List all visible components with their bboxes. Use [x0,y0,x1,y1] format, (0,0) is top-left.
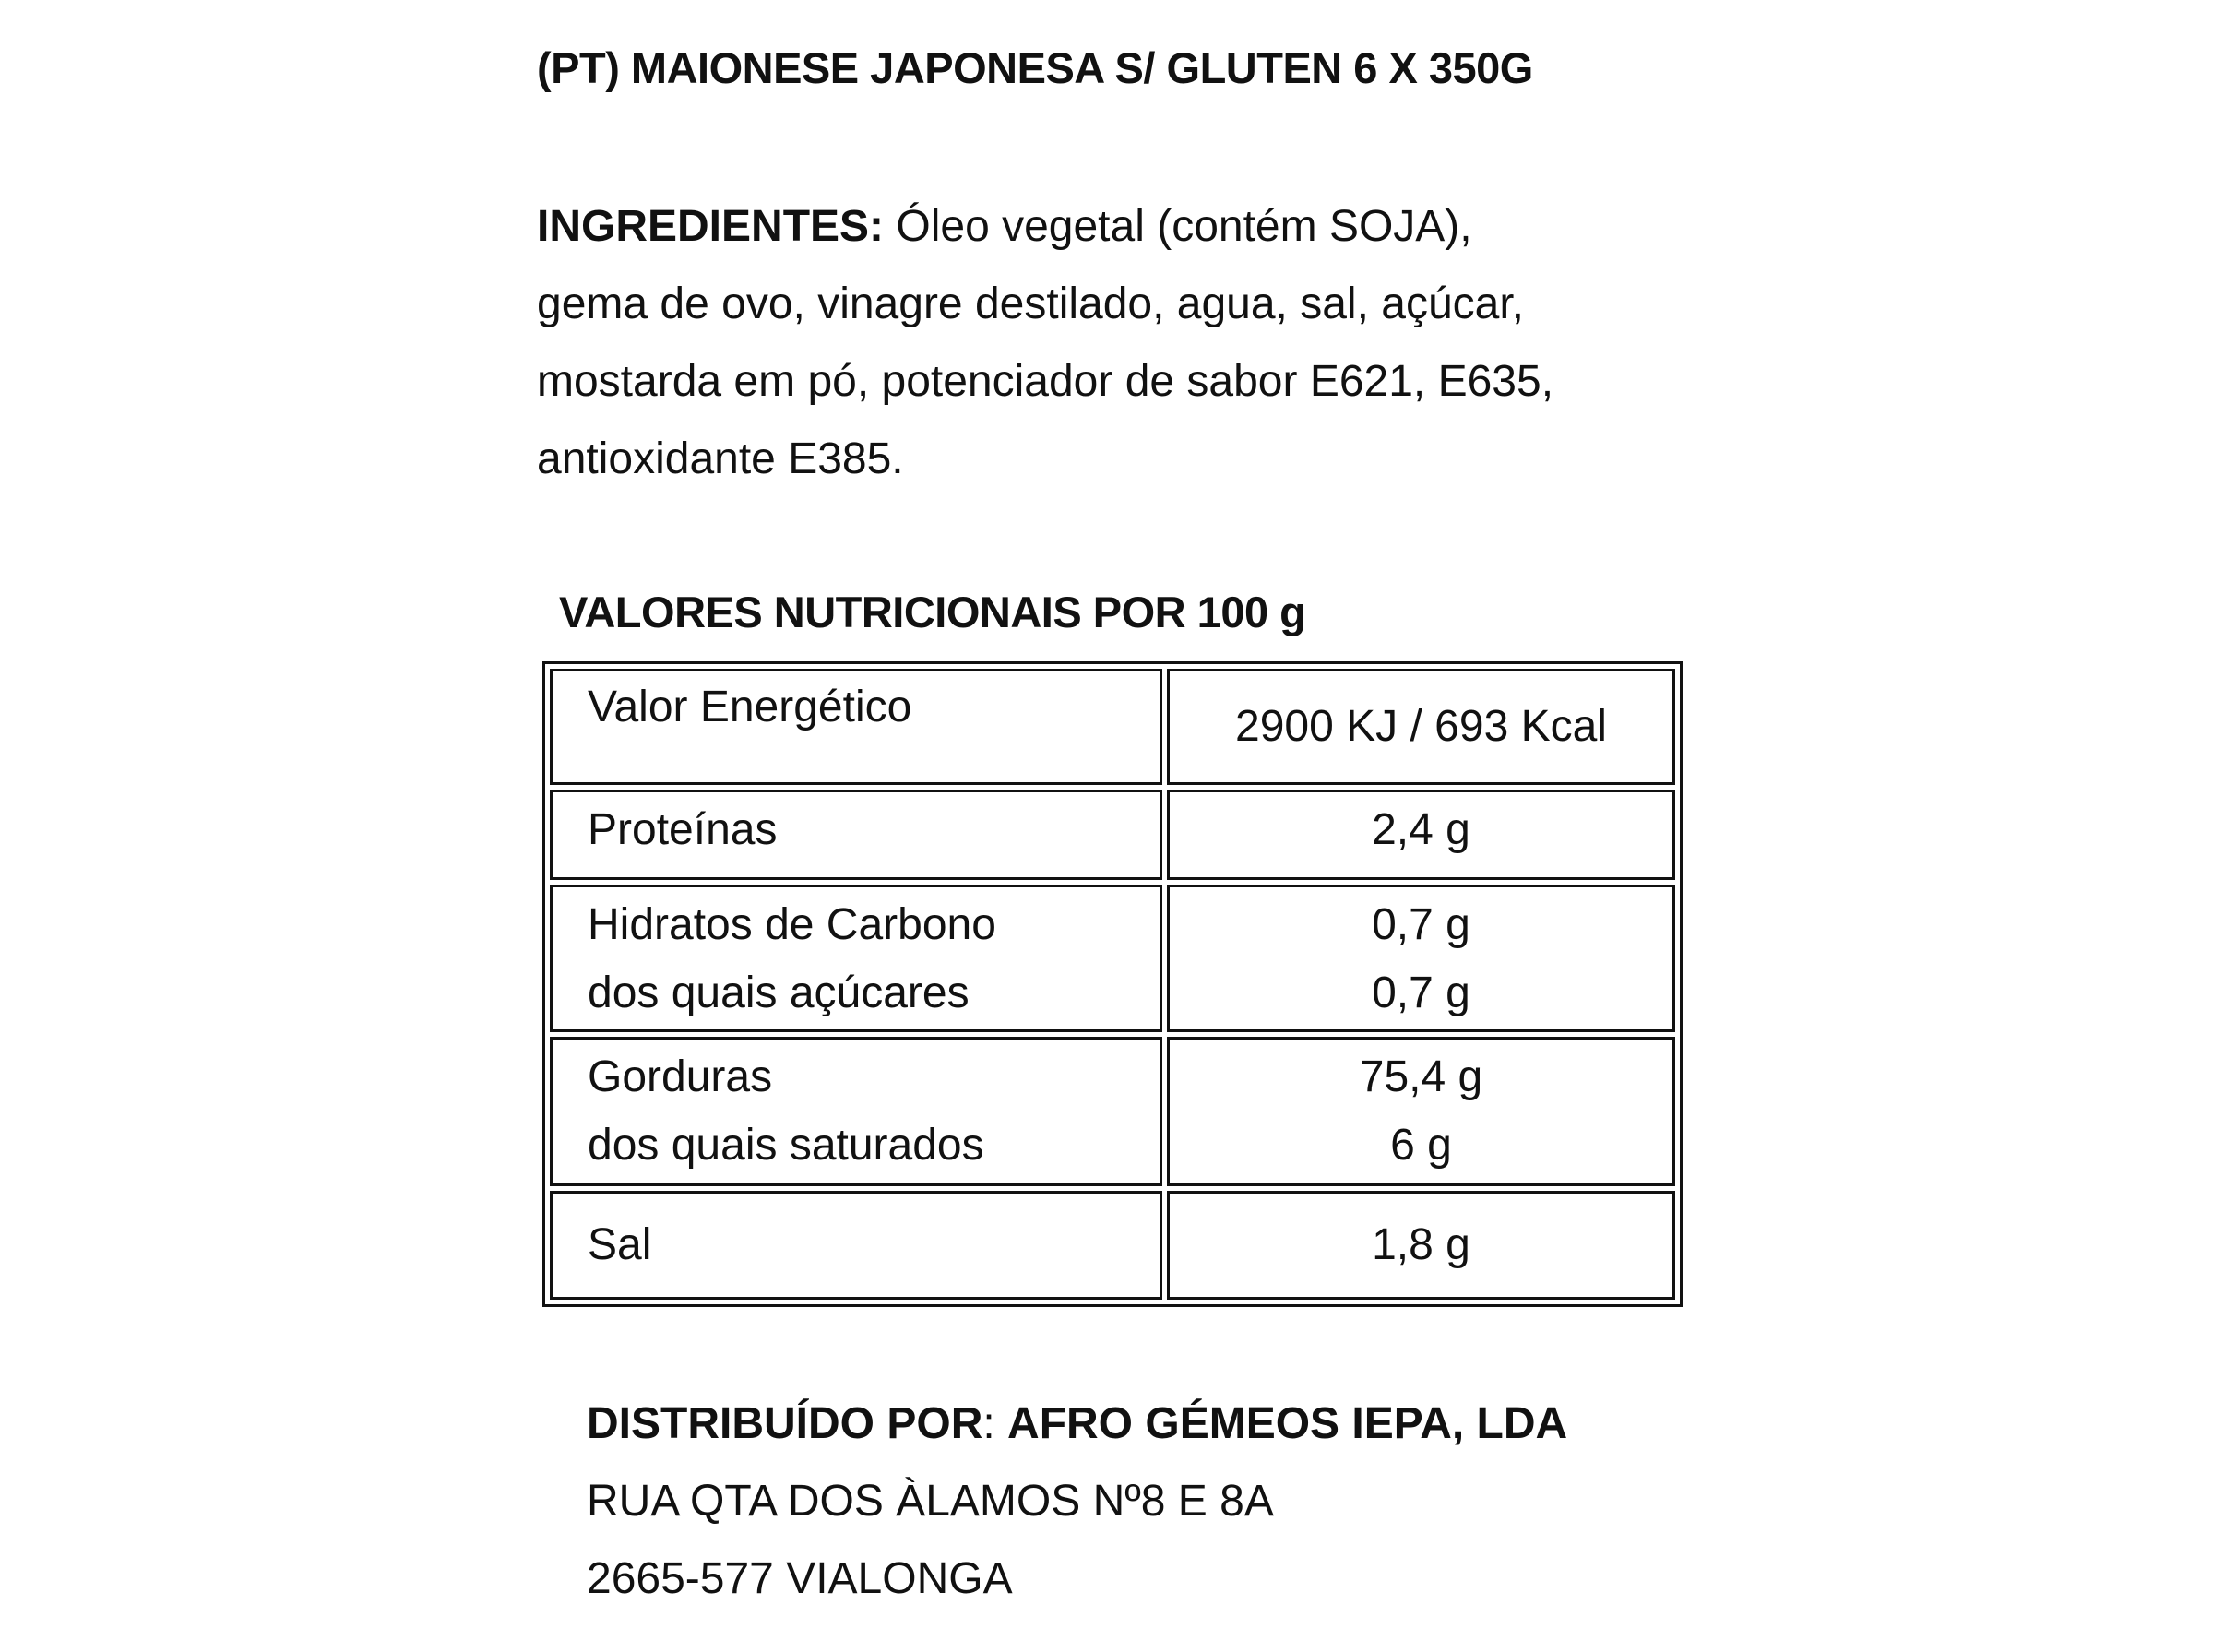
ingredients-text-1: Óleo vegetal (contém SOJA), [884,202,1472,251]
distributor-address-1: RUA QTA DOS ÀLAMOS Nº8 E 8A [587,1477,1274,1526]
nutrient-value-cell [1167,1037,1675,1186]
nutrient-subvalue: 0,7 g [1372,969,1470,1017]
ingredients-line-1 [537,188,1755,266]
table-row [550,885,1675,1032]
nutrient-name: Valor Energético [550,669,1162,785]
product-title: (PT) MAIONESE JAPONESA S/ GLUTEN 6 X 350G [537,43,1533,92]
table-row [550,1037,1675,1186]
nutrient-name: Gorduras [588,1052,773,1101]
nutrient-name: Hidratos de Carbono [588,900,996,949]
ingredients-heading: INGREDIENTES: [537,202,885,251]
nutrient-name: Sal [550,1191,1162,1300]
nutrient-name: Proteínas [550,790,1162,880]
table-row [550,669,1675,785]
distributor-line [587,1385,1567,1463]
distributor-company: AFRO GÉMEOS IEPA, LDA [1007,1399,1568,1448]
nutrient-name-cell [550,885,1162,1032]
nutrient-subvalue: 6 g [1390,1121,1452,1170]
nutrient-value: 75,4 g [1359,1052,1483,1101]
table-row [550,790,1675,880]
distributor-label: DISTRIBUÍDO POR [587,1399,983,1448]
nutrient-value-cell [1167,885,1675,1032]
nutrition-table [542,661,1683,1307]
ingredients-line-4: antioxidante E385. [537,434,904,483]
nutrient-value: 2900 KJ / 693 Kcal [1167,669,1675,785]
nutrient-value: 2,4 g [1167,790,1675,880]
nutrient-subname: dos quais saturados [588,1121,984,1170]
ingredients-line-2: gema de ovo, vinagre destilado, agua, sal, açúcar, [537,279,1525,328]
nutrient-value: 0,7 g [1372,900,1470,949]
nutrient-subname: dos quais açúcares [588,969,970,1017]
distributor-address-2: 2665-577 VIALONGA [587,1554,1013,1603]
table-row [550,1191,1675,1300]
nutrient-value: 1,8 g [1167,1191,1675,1300]
ingredients-line-3: mostarda em pó, potenciador de sabor E621, E635, [537,357,1554,406]
nutrition-title: VALORES NUTRICIONAIS POR 100 g [559,588,1306,636]
distributor-separator: : [982,1399,1008,1448]
nutrient-name-cell [550,1037,1162,1186]
distributor-block [587,1385,1567,1618]
ingredients-block [537,188,1755,498]
